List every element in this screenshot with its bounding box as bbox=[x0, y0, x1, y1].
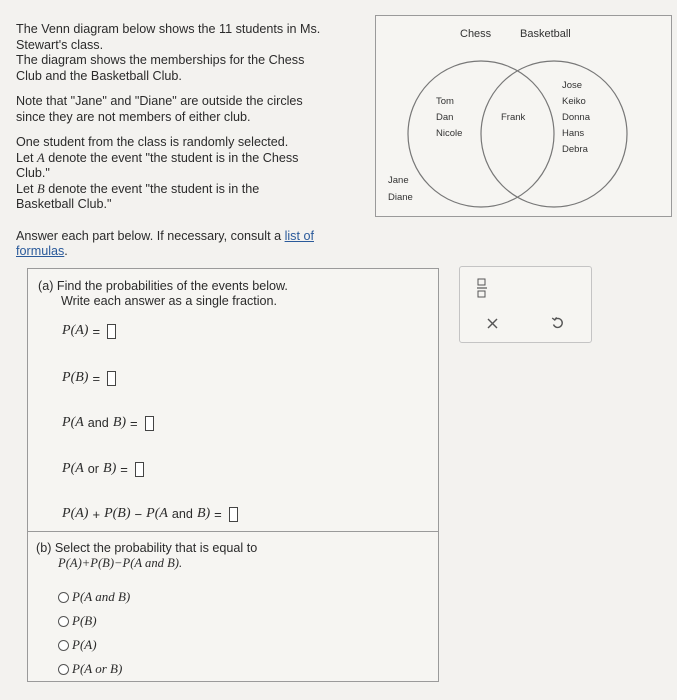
answer-p-a-input[interactable] bbox=[107, 324, 116, 339]
chess-only-name: Nicole bbox=[436, 128, 463, 139]
equals-sign: = bbox=[214, 506, 222, 522]
answer-p-a-and-b-input[interactable] bbox=[145, 416, 154, 431]
p-symbol: P bbox=[104, 506, 113, 521]
intro-line: Stewart's class. bbox=[16, 37, 104, 52]
a-symbol: A bbox=[159, 506, 168, 521]
minus-sign: − bbox=[134, 506, 143, 522]
event-a-symbol: A bbox=[37, 150, 45, 165]
option-p-a[interactable] bbox=[58, 637, 97, 653]
intro-line: Basketball Club." bbox=[16, 197, 112, 211]
a-symbol: A bbox=[75, 461, 84, 476]
option-label: P(A) bbox=[72, 637, 97, 652]
p-symbol: P bbox=[62, 506, 71, 521]
option-p-a-or-b[interactable] bbox=[58, 661, 122, 677]
radio-button[interactable] bbox=[58, 664, 69, 675]
eq-p-a-and-b: P ( A and B ) = bbox=[62, 415, 154, 431]
equals-sign: = bbox=[92, 370, 101, 386]
b-symbol: B bbox=[112, 415, 122, 430]
p-symbol: P bbox=[62, 323, 71, 338]
option-label: P(B) bbox=[72, 613, 97, 628]
intro-text: denote the event "the student is in the Chess bbox=[44, 150, 299, 165]
intro-text: denote the event "the student is in the bbox=[44, 181, 260, 196]
intro-paragraph-4 bbox=[16, 229, 356, 260]
p-symbol: P bbox=[62, 461, 71, 476]
formulas-link[interactable]: list of bbox=[284, 228, 314, 243]
equals-sign: = bbox=[120, 461, 128, 477]
or-word: or bbox=[87, 462, 99, 476]
basketball-label: Basketball bbox=[520, 28, 571, 40]
basketball-only-name: Jose bbox=[562, 80, 583, 91]
intro-line: since they are not members of either club. bbox=[16, 109, 251, 124]
chess-label: Chess bbox=[460, 28, 492, 40]
intro-paragraph-1 bbox=[16, 22, 356, 84]
part-a-line: (a) Find the probabilities of the events below. bbox=[38, 279, 288, 293]
option-label: P(A or B) bbox=[72, 661, 123, 676]
math-tool-palette bbox=[459, 266, 592, 343]
chess-only-name: Dan bbox=[436, 112, 454, 123]
part-a-line: Write each answer as a single fraction. bbox=[61, 294, 278, 308]
both-name: Frank bbox=[501, 112, 526, 123]
b-symbol: B bbox=[196, 506, 206, 521]
fraction-icon[interactable] bbox=[474, 277, 490, 299]
intro-text: . bbox=[64, 244, 68, 258]
a-symbol: A bbox=[75, 323, 84, 338]
a-symbol: A bbox=[75, 415, 84, 430]
part-a bbox=[28, 269, 438, 532]
b-symbol: B bbox=[117, 506, 126, 521]
option-p-b[interactable] bbox=[58, 613, 97, 629]
basketball-only-name: Hans bbox=[562, 128, 585, 139]
p-symbol: P bbox=[146, 506, 155, 521]
and-word: and bbox=[87, 416, 109, 430]
option-label: P(A and B) bbox=[72, 589, 131, 604]
neither-name: Jane bbox=[388, 175, 409, 186]
intro-line: The Venn diagram below shows the 11 students in Ms. bbox=[16, 22, 321, 36]
equals-sign: = bbox=[130, 415, 138, 431]
answer-p-b-input[interactable] bbox=[107, 371, 116, 386]
venn-diagram bbox=[375, 15, 672, 217]
b-symbol: B bbox=[75, 370, 84, 385]
plus-sign: + bbox=[92, 506, 101, 522]
undo-icon[interactable] bbox=[549, 314, 565, 330]
intro-paragraph-3 bbox=[16, 135, 356, 213]
intro-line: Club." bbox=[16, 166, 50, 180]
equals-sign: = bbox=[92, 323, 101, 339]
intro-line: Club and the Basketball Club. bbox=[16, 68, 182, 83]
b-symbol: B bbox=[103, 461, 112, 476]
and-word: and bbox=[171, 507, 193, 521]
problem-statement bbox=[16, 22, 356, 270]
intro-paragraph-2 bbox=[16, 94, 356, 125]
p-symbol: P bbox=[62, 415, 71, 430]
event-b-symbol: B bbox=[37, 181, 45, 196]
radio-button[interactable] bbox=[58, 592, 69, 603]
radio-button[interactable] bbox=[58, 616, 69, 627]
intro-line: Note that "Jane" and "Diane" are outside the circles bbox=[16, 94, 303, 108]
basketball-only-name: Keiko bbox=[562, 96, 586, 107]
part-a-instructions bbox=[38, 279, 288, 309]
intro-text: Let bbox=[16, 150, 38, 165]
option-p-a-and-b[interactable] bbox=[58, 589, 130, 605]
times-icon[interactable] bbox=[484, 315, 500, 331]
eq-p-b: P ( B ) = bbox=[62, 370, 116, 386]
part-b-instructions bbox=[36, 541, 257, 571]
intro-text: Answer each part below. If necessary, consult a bbox=[16, 228, 285, 243]
p-symbol: P bbox=[62, 370, 71, 385]
eq-p-a: P ( A ) = bbox=[62, 323, 116, 339]
question-panel bbox=[27, 268, 439, 682]
intro-line: The diagram shows the memberships for the Chess bbox=[16, 53, 305, 67]
radio-button[interactable] bbox=[58, 640, 69, 651]
basketball-only-name: Debra bbox=[562, 144, 588, 155]
chess-only-name: Tom bbox=[436, 96, 454, 107]
formulas-link-cont[interactable]: formulas bbox=[16, 244, 65, 258]
answer-addition-rule-input[interactable] bbox=[229, 507, 238, 522]
basketball-only-name: Donna bbox=[562, 112, 590, 123]
eq-addition-rule: P ( A ) + P ( B ) − P ( A and B ) = bbox=[62, 506, 238, 522]
neither-name: Diane bbox=[388, 192, 413, 203]
part-b bbox=[28, 531, 438, 681]
part-b-expression: P(A)+P(B)−P(A and B). bbox=[58, 556, 183, 570]
intro-text: Let bbox=[16, 181, 38, 196]
eq-p-a-or-b: P ( A or B ) = bbox=[62, 461, 144, 477]
answer-p-a-or-b-input[interactable] bbox=[135, 462, 144, 477]
part-b-line: (b) Select the probability that is equal to bbox=[36, 541, 258, 555]
intro-line: One student from the class is randomly selected. bbox=[16, 135, 289, 149]
a-symbol: A bbox=[75, 506, 84, 521]
